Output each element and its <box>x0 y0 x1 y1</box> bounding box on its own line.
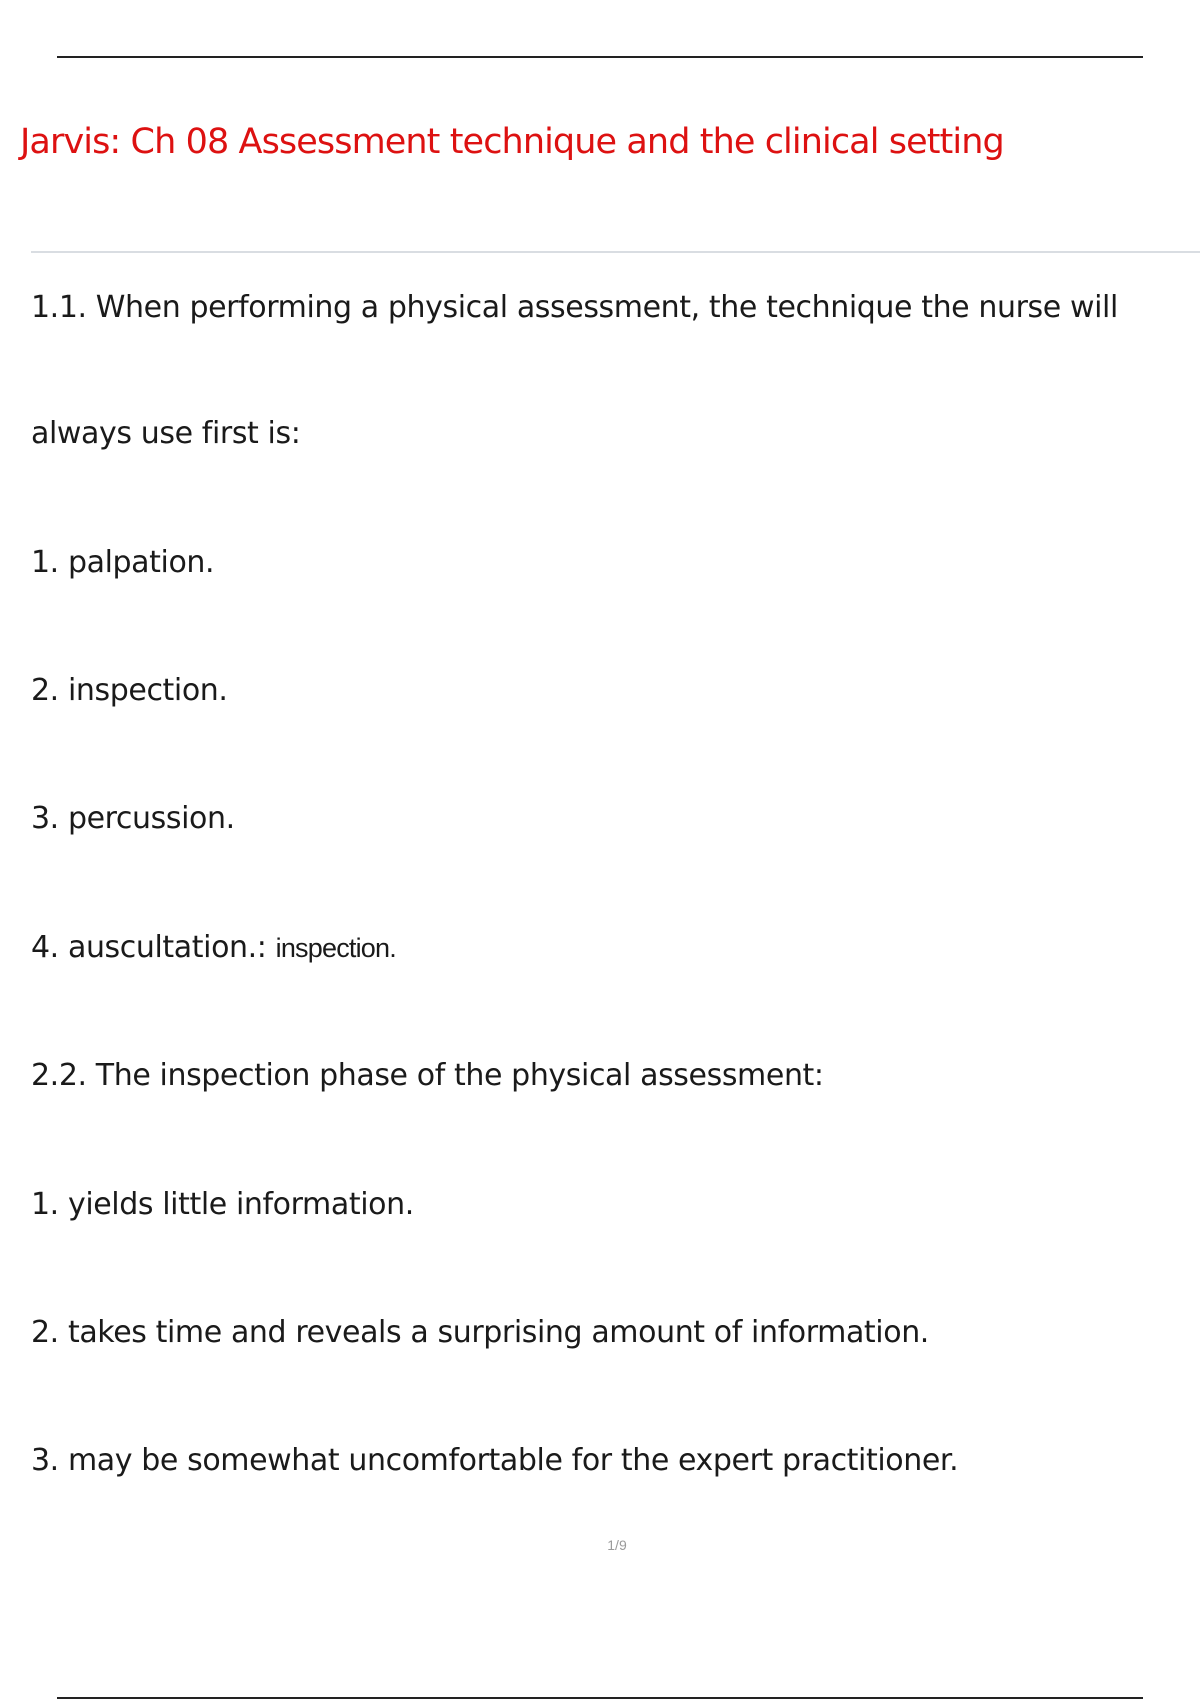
question-2-option-3: 3. may be somewhat uncomfortable for the expert practitioner. <box>31 1443 959 1478</box>
document-title: Jarvis: Ch 08 Assessment technique and the clinical setting <box>20 122 1004 162</box>
bottom-rule <box>57 1697 1143 1699</box>
question-1-option-4 <box>31 928 396 968</box>
question-1-answer: inspection. <box>275 933 396 963</box>
top-rule <box>57 56 1143 58</box>
question-1-option-4-text: 4. auscultation.: <box>31 930 267 965</box>
question-1-option-3: 3. percussion. <box>31 801 235 836</box>
question-2-prompt-line-1: 2.2. The inspection phase of the physical assessment: <box>31 1058 824 1093</box>
question-2-option-1: 1. yields little information. <box>31 1187 414 1222</box>
question-1-option-1: 1. palpation. <box>31 545 215 580</box>
question-1-prompt-line-2: always use first is: <box>31 416 301 451</box>
question-1-option-2: 2. inspection. <box>31 673 228 708</box>
page-number: 1/9 <box>607 1537 627 1553</box>
title-divider <box>31 251 1200 253</box>
question-1-prompt-line-1: 1.1. When performing a physical assessment, the technique the nurse will <box>31 290 1118 325</box>
question-2-option-2: 2. takes time and reveals a surprising amount of information. <box>31 1315 929 1350</box>
